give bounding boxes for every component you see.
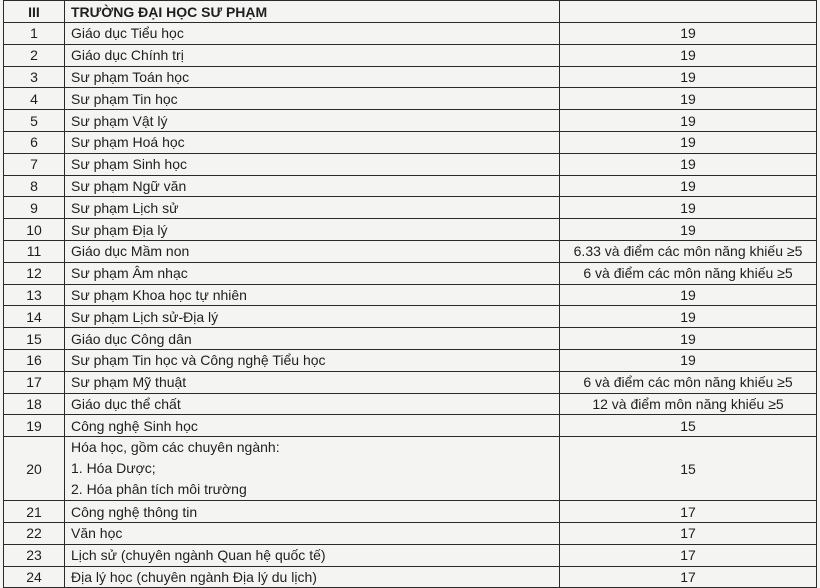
major-name-line: Hóa học, gồm các chuyên ngành: (71, 439, 280, 456)
benchmark-score: 12 và điểm môn năng khiếu ≥5 (560, 393, 817, 415)
row-number: 9 (4, 197, 65, 219)
admission-score-table (3, 0, 817, 588)
row-number: 21 (4, 501, 65, 523)
section-number: III (4, 1, 65, 23)
table-row (4, 197, 817, 219)
table-row (4, 371, 817, 393)
major-name: Sư phạm Hoá học (65, 131, 560, 153)
major-name: Sư phạm Tin học và Công nghệ Tiểu học (65, 349, 560, 371)
table-row (4, 262, 817, 284)
major-name: Sư phạm Vật lý (65, 110, 560, 132)
major-name: Giáo dục Chính trị (65, 44, 560, 66)
row-number: 11 (4, 240, 65, 262)
benchmark-score: 19 (560, 306, 817, 328)
row-number: 6 (4, 131, 65, 153)
major-name: Sư phạm Âm nhạc (65, 262, 560, 284)
row-number: 7 (4, 153, 65, 175)
row-number: 22 (4, 522, 65, 544)
benchmark-score: 19 (560, 153, 817, 175)
major-name: Sư phạm Lịch sử-Địa lý (65, 306, 560, 328)
major-name: Sư phạm Địa lý (65, 219, 560, 241)
table-row (4, 131, 817, 153)
school-name: TRƯỜNG ĐẠI HỌC SƯ PHẠM (65, 1, 560, 23)
table-row-multiline (4, 437, 817, 501)
table-row (4, 88, 817, 110)
table-row (4, 240, 817, 262)
benchmark-score: 19 (560, 44, 817, 66)
row-number: 1 (4, 23, 65, 45)
table-row (4, 153, 817, 175)
major-name: Giáo dục Tiểu học (65, 23, 560, 45)
benchmark-score: 17 (560, 544, 817, 566)
row-number: 5 (4, 110, 65, 132)
row-number: 23 (4, 544, 65, 566)
major-name: Địa lý học (chuyên ngành Địa lý du lịch) (65, 566, 560, 588)
benchmark-score: 19 (560, 328, 817, 350)
specialization-line: 1. Hóa Dược; (71, 460, 156, 477)
table-row (4, 328, 817, 350)
table-row (4, 284, 817, 306)
table-row (4, 566, 817, 588)
table-row (4, 110, 817, 132)
table-row (4, 23, 817, 45)
row-number: 2 (4, 44, 65, 66)
major-name: Công nghệ thông tin (65, 501, 560, 523)
benchmark-score: 17 (560, 501, 817, 523)
major-name: Sư phạm Lịch sử (65, 197, 560, 219)
major-name-multiline (65, 437, 560, 501)
benchmark-score: 15 (560, 437, 817, 501)
major-name: Giáo dục thể chất (65, 393, 560, 415)
benchmark-score: 6.33 và điểm các môn năng khiếu ≥5 (560, 240, 817, 262)
row-number: 15 (4, 328, 65, 350)
major-name: Sư phạm Ngữ văn (65, 175, 560, 197)
row-number: 12 (4, 262, 65, 284)
table-row (4, 66, 817, 88)
table-row (4, 415, 817, 437)
row-number: 24 (4, 566, 65, 588)
row-number: 3 (4, 66, 65, 88)
table-row (4, 349, 817, 371)
row-number: 4 (4, 88, 65, 110)
benchmark-score: 17 (560, 566, 817, 588)
major-name: Giáo dục Công dân (65, 328, 560, 350)
major-name: Sư phạm Khoa học tự nhiên (65, 284, 560, 306)
benchmark-score: 19 (560, 219, 817, 241)
row-number: 18 (4, 393, 65, 415)
row-number: 16 (4, 349, 65, 371)
major-name: Sư phạm Toán học (65, 66, 560, 88)
benchmark-score: 19 (560, 66, 817, 88)
row-number: 10 (4, 219, 65, 241)
benchmark-score: 19 (560, 88, 817, 110)
benchmark-score: 19 (560, 23, 817, 45)
benchmark-score: 19 (560, 197, 817, 219)
benchmark-score: 19 (560, 131, 817, 153)
major-name: Công nghệ Sinh học (65, 415, 560, 437)
row-number: 20 (4, 437, 65, 501)
benchmark-score: 6 và điểm các môn năng khiếu ≥5 (560, 371, 817, 393)
row-number: 13 (4, 284, 65, 306)
table-row (4, 393, 817, 415)
table-row (4, 175, 817, 197)
major-name: Sư phạm Mỹ thuật (65, 371, 560, 393)
specialization-line: 2. Hóa phân tích môi trường (71, 481, 247, 498)
benchmark-score: 17 (560, 522, 817, 544)
row-number: 19 (4, 415, 65, 437)
table-row (4, 544, 817, 566)
benchmark-score: 6 và điểm các môn năng khiếu ≥5 (560, 262, 817, 284)
table-row (4, 44, 817, 66)
major-name: Sư phạm Tin học (65, 88, 560, 110)
benchmark-score: 19 (560, 175, 817, 197)
major-name: Giáo dục Mầm non (65, 240, 560, 262)
section-score (560, 1, 817, 23)
table-row (4, 522, 817, 544)
table-row (4, 219, 817, 241)
table-row (4, 501, 817, 523)
major-name: Lịch sử (chuyên ngành Quan hệ quốc tế) (65, 544, 560, 566)
major-name: Sư phạm Sinh học (65, 153, 560, 175)
benchmark-score: 15 (560, 415, 817, 437)
benchmark-score: 19 (560, 110, 817, 132)
benchmark-score: 19 (560, 349, 817, 371)
section-header-row (4, 1, 817, 23)
row-number: 17 (4, 371, 65, 393)
row-number: 8 (4, 175, 65, 197)
benchmark-score: 19 (560, 284, 817, 306)
table-row (4, 306, 817, 328)
major-name: Văn học (65, 522, 560, 544)
row-number: 14 (4, 306, 65, 328)
